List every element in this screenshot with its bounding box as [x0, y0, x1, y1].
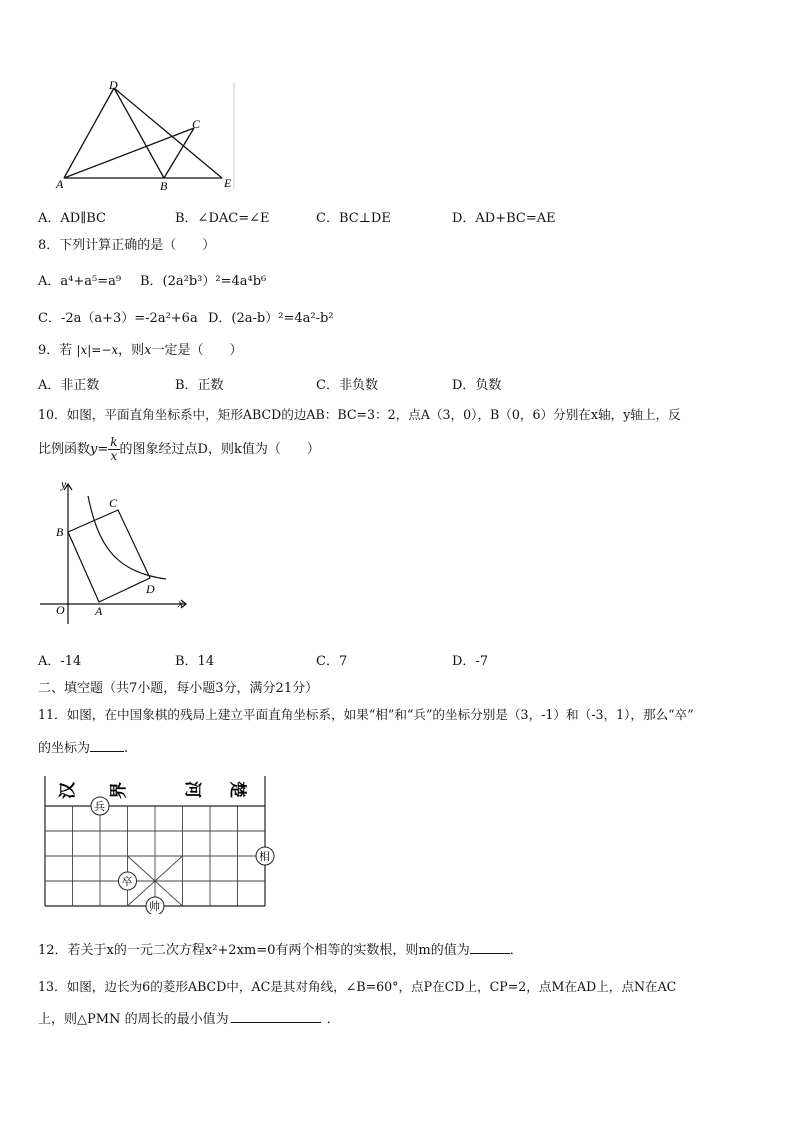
- q12-stem: [38, 941, 523, 960]
- q9-option-d: D．负数: [452, 378, 502, 393]
- piece-bing: [91, 797, 109, 815]
- q13-answer-blank: [231, 1010, 321, 1023]
- label-C: C: [192, 117, 201, 131]
- q9-option-b: B．正数: [175, 378, 224, 393]
- label-O: O: [56, 603, 65, 617]
- banner-han: 汉: [58, 782, 77, 799]
- q10-coordinate-figure: [36, 474, 196, 632]
- label-D: D: [109, 78, 118, 92]
- piece-bing-label: 兵: [94, 801, 105, 813]
- q12-text: 12．若关于x的一元二次方程x²+2xm=0有两个相等的实数根，则m的值为: [38, 943, 470, 958]
- q13-end: ．: [326, 1012, 340, 1027]
- q11-line1: 11．如图，在中国象棋的残局上建立平面直角坐标系，如果“相”和“兵”的坐标分别是（3，-1）和（-3，1），那么“卒”: [38, 707, 694, 722]
- q8-stem: 8．下列计算正确的是（ ）: [38, 238, 216, 253]
- label-B: B: [56, 525, 64, 539]
- q10-option-c: C．7: [316, 654, 348, 669]
- q13-line2-text: 上，则△PMN 的周长的最小值为: [38, 1012, 229, 1027]
- banner-jie: 界: [109, 782, 128, 799]
- label-y: y: [61, 477, 67, 491]
- piece-xiang: [256, 847, 274, 865]
- q10-frac-num: k: [110, 435, 118, 449]
- q10-option-b: B．14: [175, 654, 215, 669]
- q13-line2: [38, 1010, 340, 1029]
- q13-line1: 13．如图，边长为6的菱形ABCD中，AC是其对角线，∠B=60°，点P在CD上，CP=2，点M在AD上，点N在AC: [38, 979, 677, 994]
- label-A: A: [56, 177, 64, 191]
- q7-option-a: A．AD∥BC: [38, 211, 106, 226]
- q9-stem-prefix: 9．若: [38, 343, 73, 358]
- q9-option-a: A．非正数: [38, 378, 100, 393]
- q11-chessboard-figure: [38, 772, 278, 914]
- q10-line2-suffix: 的图象经过点D，则k值为（ ）: [119, 442, 320, 457]
- banner-chu: 楚: [228, 781, 247, 798]
- q7-option-c: C．BC⊥DE: [316, 211, 391, 226]
- board-grid: [45, 806, 265, 906]
- q10-option-a: A．-14: [38, 654, 82, 669]
- q10-frac-den: x: [110, 449, 118, 463]
- piece-zu-label: 卒: [121, 876, 133, 888]
- q11-answer-blank: [90, 739, 124, 752]
- q8-option-b: B．(2a²b³）²=4a⁴b⁶: [140, 274, 267, 289]
- q11-line2-text: 的坐标为: [38, 741, 91, 756]
- q10-line2: [38, 432, 320, 468]
- q11-line2: [38, 739, 128, 758]
- q10-y-eq: y=: [90, 442, 109, 457]
- label-C: C: [109, 496, 118, 510]
- q7-triangle-figure: [52, 78, 242, 196]
- label-x: x: [178, 596, 184, 610]
- q8-option-c: C．-2a（a+3）=-2a²+6a: [38, 311, 198, 326]
- piece-xiang-label: 相: [259, 851, 270, 863]
- q9-option-c: C．非负数: [316, 378, 378, 393]
- q9-stem-suffix: 一定是（ ）: [151, 343, 243, 358]
- label-A: A: [95, 604, 103, 618]
- q12-answer-blank: [470, 941, 510, 954]
- q7-option-d: D．AD+BC=AE: [452, 211, 556, 226]
- label-B: B: [160, 179, 168, 193]
- q7-option-b: B．∠DAC=∠E: [175, 211, 270, 226]
- q10-line2-prefix: 比例函数: [38, 442, 91, 457]
- q12-end: ．: [509, 943, 523, 958]
- q10-line1: 10．如图，平面直角坐标系中，矩形ABCD的边AB：BC=3：2，点A（3，0），B（0，6）分别在x轴，y轴上，反: [38, 407, 681, 422]
- piece-shuai: [146, 897, 164, 914]
- q8-option-d: D．(2a-b）²=4a²-b²: [208, 311, 334, 326]
- q10-option-d: D．-7: [452, 654, 489, 669]
- q11-line2-end: .: [124, 741, 129, 756]
- label-E: E: [224, 176, 232, 190]
- q10-fraction: [108, 436, 119, 463]
- q9-abs-expr: |x|=−x: [76, 343, 119, 357]
- q9-var: x: [144, 343, 152, 358]
- q8-option-a: A．a⁴+a⁵=a⁹: [38, 274, 122, 289]
- label-D: D: [146, 582, 155, 596]
- q9-stem: [38, 341, 243, 360]
- section-title: 二、填空题（共7小题，每小题3分，满分21分）: [38, 681, 319, 696]
- q9-stem-mid: ，则: [118, 343, 145, 358]
- piece-shuai-label: 帅: [149, 901, 160, 913]
- piece-zu: [119, 872, 137, 890]
- banner-he: 河: [183, 781, 202, 798]
